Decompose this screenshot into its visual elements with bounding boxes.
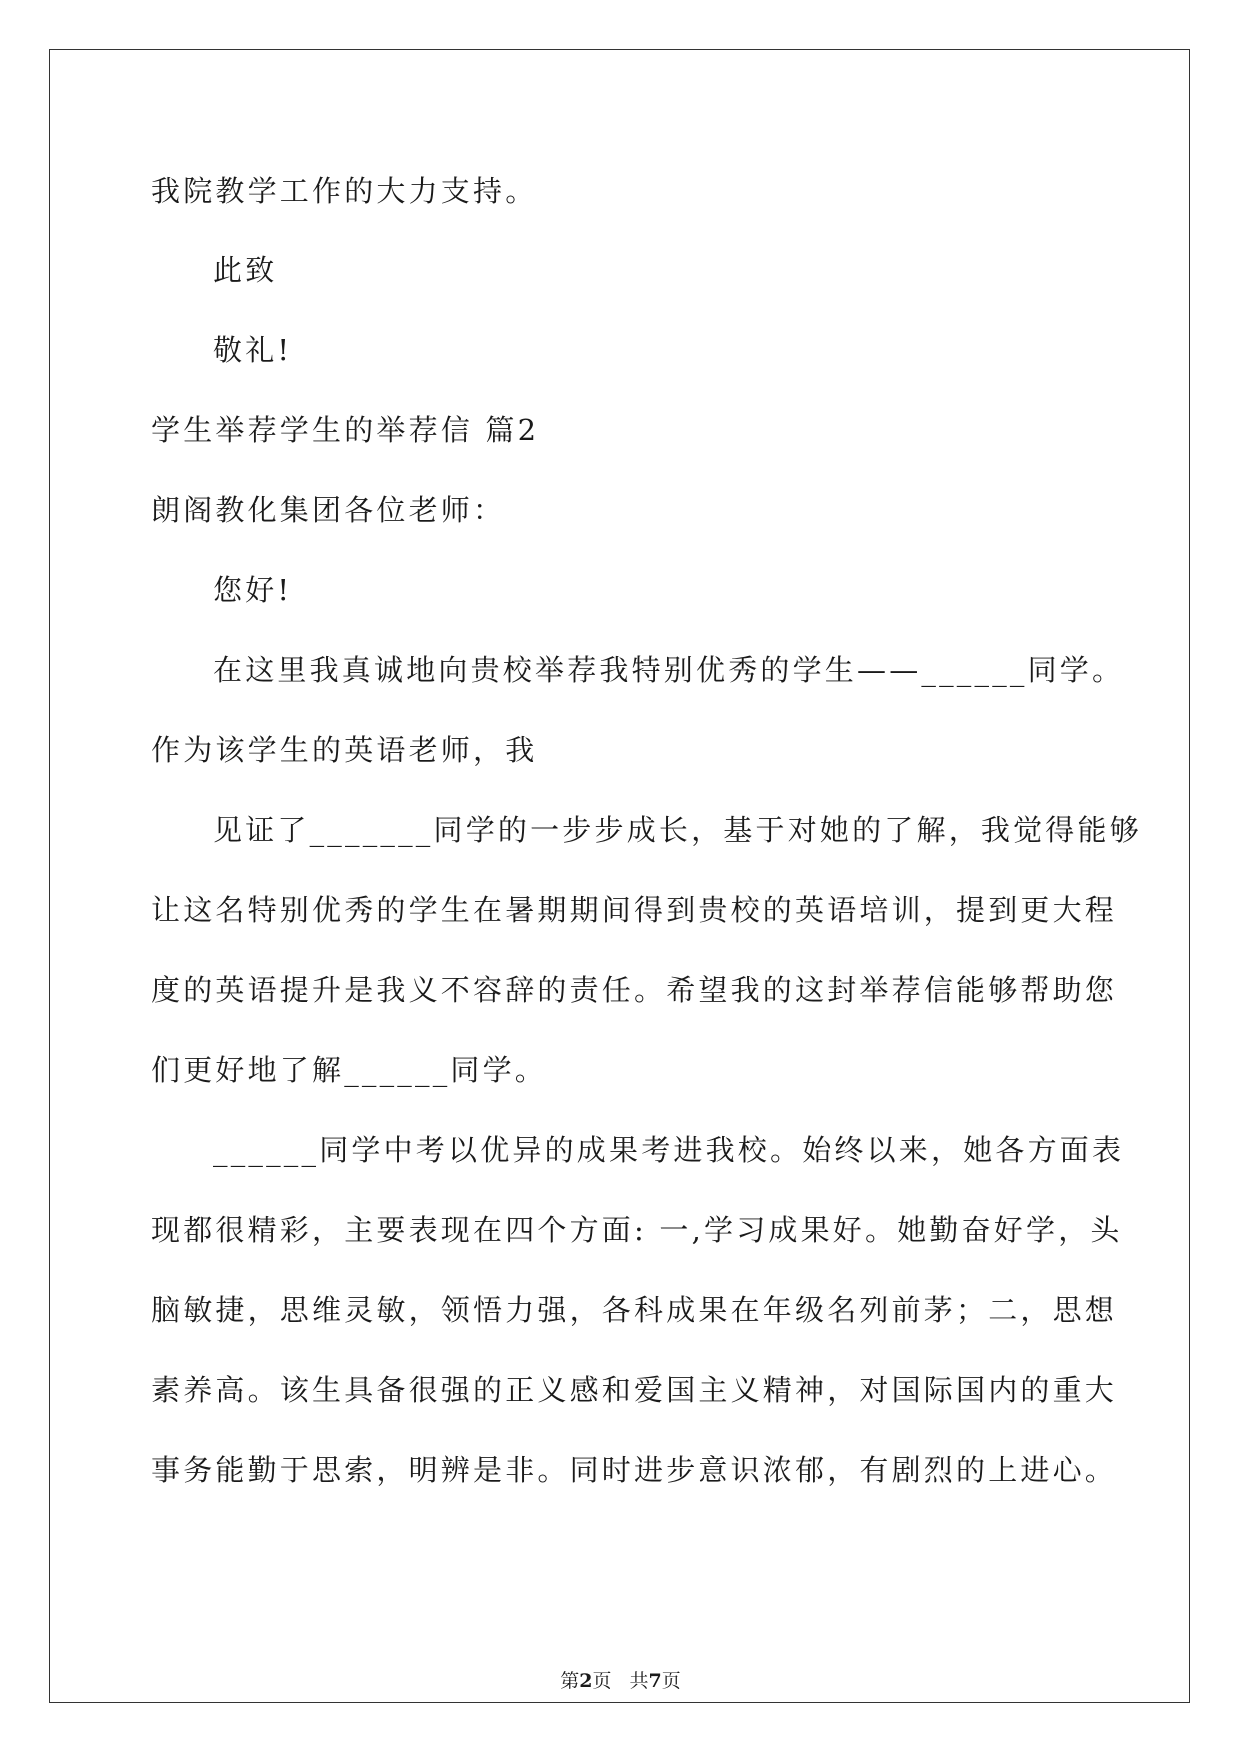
body-line: 脑敏捷，思维灵敏，领悟力强，各科成果在年级名列前茅；二，思想 <box>151 1293 1118 1327</box>
footer-total-pages: 7 <box>648 1670 662 1692</box>
footer-page-number: 2 <box>579 1670 593 1692</box>
footer-page-prefix: 第 <box>560 1670 580 1692</box>
footer-total-suffix: 页 <box>661 1670 681 1692</box>
body-line: 在这里我真诚地向贵校举荐我特别优秀的学生——______同学。 <box>213 653 1125 687</box>
body-line: 见证了_______同学的一步步成长，基于对她的了解，我觉得能够 <box>213 813 1142 847</box>
body-line: 让这名特别优秀的学生在暑期期间得到贵校的英语培训，提到更大程 <box>151 893 1118 927</box>
footer-total-prefix: 共 <box>629 1670 649 1692</box>
body-line: 现都很精彩，主要表现在四个方面: 一,学习成果好。她勤奋好学，头 <box>151 1213 1123 1247</box>
closing-regards: 敬礼! <box>213 333 293 367</box>
body-line: 我院教学工作的大力支持。 <box>151 174 538 208</box>
footer-page-suffix: 页 <box>592 1670 612 1692</box>
greeting: 您好! <box>213 573 293 607</box>
body-line: 素养高。该生具备很强的正义感和爱国主义精神，对国际国内的重大 <box>151 1373 1118 1407</box>
page-footer <box>0 1669 1241 1693</box>
letter-recipient: 朗阁教化集团各位老师： <box>151 493 506 527</box>
closing-salutation: 此致 <box>213 253 278 287</box>
body-line: 度的英语提升是我义不容辞的责任。希望我的这封举荐信能够帮助您 <box>151 973 1118 1007</box>
body-line: 们更好地了解______同学。 <box>151 1053 548 1087</box>
section-heading: 学生举荐学生的举荐信 篇2 <box>151 413 540 447</box>
body-line: 事务能勤于思索，明辨是非。同时进步意识浓郁，有剧烈的上进心。 <box>151 1453 1118 1487</box>
body-line: 作为该学生的英语老师，我 <box>151 733 538 767</box>
body-line: ______同学中考以优异的成果考进我校。始终以来，她各方面表 <box>213 1133 1125 1167</box>
